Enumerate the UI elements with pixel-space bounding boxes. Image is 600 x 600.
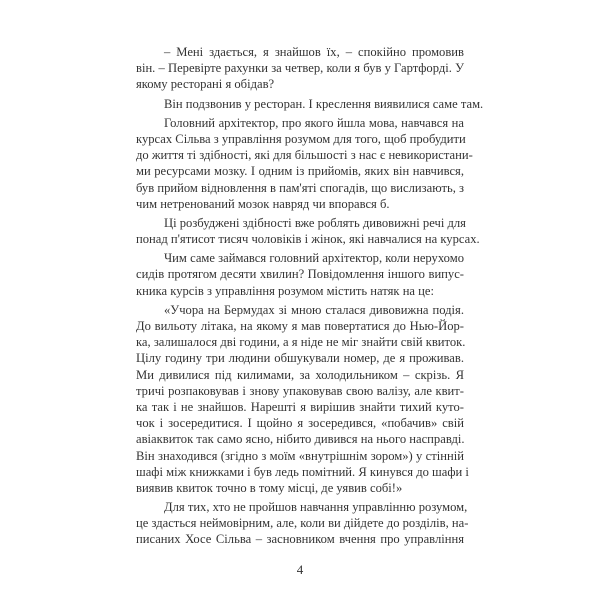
text-line: він. – Перевірте рахунки за четвер, коли я був у Гартфорді. У: [136, 61, 464, 76]
text-line: Для тих, хто не пройшов навчання управлінню розумом,: [164, 500, 468, 515]
paragraph: [136, 96, 484, 112]
text-line: ка так і не знайшов. Нарешті я вирішив знайти тихий куто-: [136, 399, 464, 414]
page-body: [136, 44, 484, 551]
text-line: курсах Сільва з управління розумом для того, щоб пробудити: [136, 131, 466, 146]
paragraph: [136, 499, 469, 548]
paragraph: [136, 215, 480, 247]
text-line: ми ресурсами мозку. І одним із прийомів, яких він навчився,: [136, 164, 464, 179]
text-line: чок і зосередитися. І щойно я зосередився, «побачив» свій: [136, 416, 464, 431]
text-line: до життя ті здібності, які для більшості з нас є невикористани-: [136, 148, 473, 163]
text-line: Чим саме займався головний архітектор, коли нерухомо: [164, 251, 464, 266]
paragraph: [136, 44, 464, 93]
text-line: шафі між книжками і був ледь помітний. Я кинувся до шафи і: [136, 464, 469, 479]
text-line: Ми дивилися під килимами, за холодильником – скрізь. Я: [136, 367, 464, 382]
text-line: понад п'ятисот тисяч чоловіків і жінок, які навчалися на курсах.: [136, 232, 480, 247]
text-line: До вильоту літака, на якому я мав повертатися до Нью-Йор-: [136, 319, 464, 333]
text-line: сидів протягом десяти хвилин? Повідомлення іншого випус-: [136, 267, 464, 282]
page-number: 4: [296, 562, 304, 577]
text-line: тричі розпаковував і знову упаковував свою валізу, але квит-: [136, 383, 464, 398]
text-line: Ці розбуджені здібності вже роблять дивовижні речі для: [164, 215, 466, 230]
text-line: виявив квиток точно в тому місці, де уявив собі!»: [136, 480, 403, 495]
text-line: Цілу годину три людини обшукували номер, де я проживав.: [136, 351, 464, 366]
text-line: Він знаходився (згідно з моїм «внутрішнім зором») у стінній: [136, 448, 464, 463]
text-line: писаних Хосе Сільва – засновником вчення про управління: [136, 532, 464, 547]
text-line: «Учора на Бермудах зі мною сталася дивовижна подія.: [164, 302, 464, 317]
paragraph: [136, 302, 469, 496]
text-line: був прийом відновлення в пам'яті спогадів, що вислизають, з: [136, 180, 464, 195]
text-line: кника курсів з управління розумом містить натяк на це:: [136, 283, 434, 298]
text-line: авіаквиток так само ясно, нібито дивився на нього насправді.: [136, 432, 465, 447]
text-line: Головний архітектор, про якого йшла мова, навчався на: [164, 115, 464, 130]
text-line: Він подзвонив у ресторан. І креслення виявилися саме там.: [164, 96, 484, 111]
paragraph: [136, 115, 473, 212]
text-line: чим нетренований мозок навряд чи впорався б.: [136, 196, 390, 211]
text-line: – Мені здається, я знайшов їх, – спокійно промовив: [164, 45, 464, 59]
text-line: якому ресторані я обідав?: [136, 77, 275, 92]
text-line: це здасться неймовірним, але, коли ви дійдете до розділів, на-: [136, 516, 469, 531]
paragraph: [136, 250, 464, 299]
text-line: ка, залишалося дві години, а я ніде не міг знайти свій квиток.: [136, 335, 466, 350]
